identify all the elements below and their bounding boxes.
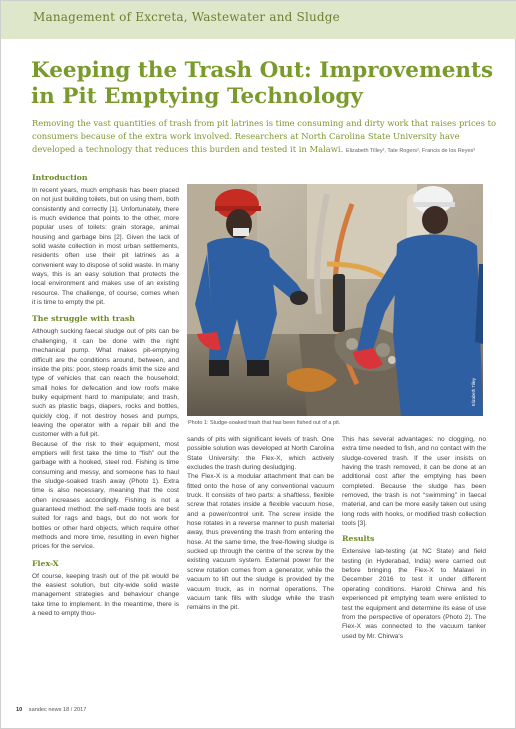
column-3 xyxy=(342,435,486,641)
struggle-text: Although sucking faecal sludge out of pits can be challenging, it can be done with the right mechanical pump. What makes pit-emptying difficult are the conditions around, between, and inside the pits: poor, steep roads limit the size and type of vehicles that can reach the household; small holes for defecation and low roofs make bulky equipment hard to manipulate; and trash, such as plastic bags, diapers, rocks and bottles, quickly clog, if not destroy hoses and pumps, leaving the operator with a repair bill and the customer with a full pit. xyxy=(32,328,179,439)
lead-text: Removing the vast quantities of trash from pit latrines is time consuming and dirty work that raises prices to consumers because of the extra work involved. Researchers at North Carolina State University have developed a technology that reduces this burden and tested it in Malawi. xyxy=(32,118,497,155)
photo-workers-trash xyxy=(187,184,483,416)
heading-introduction: Introduction xyxy=(32,173,88,182)
photo-illustration xyxy=(187,184,483,416)
struggle-text-2: Because of the risk to their equipment, most emptiers will first take the time to “fish” out the garbage with a hooked, steel rod. Fishing is time consuming and messy, and someone has to haul the sludge-soaked trash away (Photo 1). Extra time is also necessary, meaning that the cost often increases accordingly. Fishing is not a guaranteed method: the self-made tools are best suited for rags and bags, but do not work for bottles or other hard objects, which require other methods and more time, resulting in even higher prices for the service. xyxy=(32,440,179,551)
section-label: Management of Excreta, Wastewater and Sludge xyxy=(33,10,340,24)
section-header-band xyxy=(1,1,516,39)
results-text: Extensive lab-testing (at NC State) and field testing (in Hyderabad, India) were carried out before bringing the Flex-X to Malawi in December 2016 to test it under different operating conditions. Harold Chirwa and his experienced pit emptying team were enlisted to test the equipment and determine its ease of use from the perspective of operators (Photo 2). The Flex-X was connected to the vacuum tanker used by Mr. Chirwa's xyxy=(342,548,486,640)
page-number: 10 xyxy=(16,707,23,713)
column-3-text: This has several advantages: no clogging, no extra time needed to fish, and no contact with the sludge-covered trash. If the user insists on having the trash removed, it can be done at an additional cost after the emptying has been completed. Because the sludge has been removed, the trash is not “swimming” in faecal material, and can be more easily taken out using long rods with hooks, or modified trash collection tools [3]. xyxy=(342,436,486,528)
introduction-text: In recent years, much emphasis has been placed on not just building toilets, but on using them, both consistently and correctly [1]. Unfortunately, there is much evidence that points to the other, more popular uses of toilets: grain storage, animal housing and garbage bins [2]. Given the lack of solid waste collection in most urban settlements, residents often use their pit latrines as a convenient way to dispose of solid waste. In many ways, this is an easy solution that protects the local environment and makes use of an existing resource. The challenge, of course, comes when it is time to empty the pit. xyxy=(32,187,179,307)
lead-paragraph xyxy=(32,117,498,159)
flex-x-text: Of course, keeping trash out of the pit would be the easiest solution, but city-wide solid waste management strategies and behaviour change take time to implement. In the meantime, there is a need to empty thou- xyxy=(32,572,179,618)
column-2 xyxy=(187,435,334,613)
heading-flex-x: Flex-X xyxy=(32,558,59,568)
column-1 xyxy=(32,173,179,618)
photo-caption: Photo 1: Sludge-soaked trash that has been fished out of a pit. xyxy=(188,420,341,426)
column-2-text: sands of pits with significant levels of trash. One possible solution was developed at North Carolina State University: the Flex-X, which actively excludes the trash during desludging. xyxy=(187,436,334,472)
page-footer xyxy=(16,707,86,713)
column-2-text-2: The Flex-X is a modular attachment that can be fitted onto the hose of any conventional vacuum truck. It consists of two parts: a shaftless, flexible screw that rotates inside a flexible vacuum hose, and a power/control unit. The screw inside the hose rotates in a reverse manner to push material away, thus preventing the trash from entering the hose. At the same time, the free-flowing sludge is sucked up through the centre of the screw by the existing vacuum system. External power for the screw rotation comes from a generator, while the vacuum to lift out the sludge is provided by the vacuum truck, as in normal operations. The vacuum tank fills with sludge while the trash remains in the pit. xyxy=(187,473,334,612)
author-list: Elizabeth Tilley¹, Tate Rogers², Francis de los Reyes³ xyxy=(345,148,476,155)
heading-struggle: The struggle with trash xyxy=(32,314,135,324)
heading-results: Results xyxy=(342,534,375,544)
article-title: Keeping the Trash Out: Improvements in Pit Emptying Technology xyxy=(31,58,494,109)
photo-credit: Elizabeth Tilley xyxy=(471,378,476,406)
publication-name: sandec news 18 / 2017 xyxy=(28,707,87,713)
